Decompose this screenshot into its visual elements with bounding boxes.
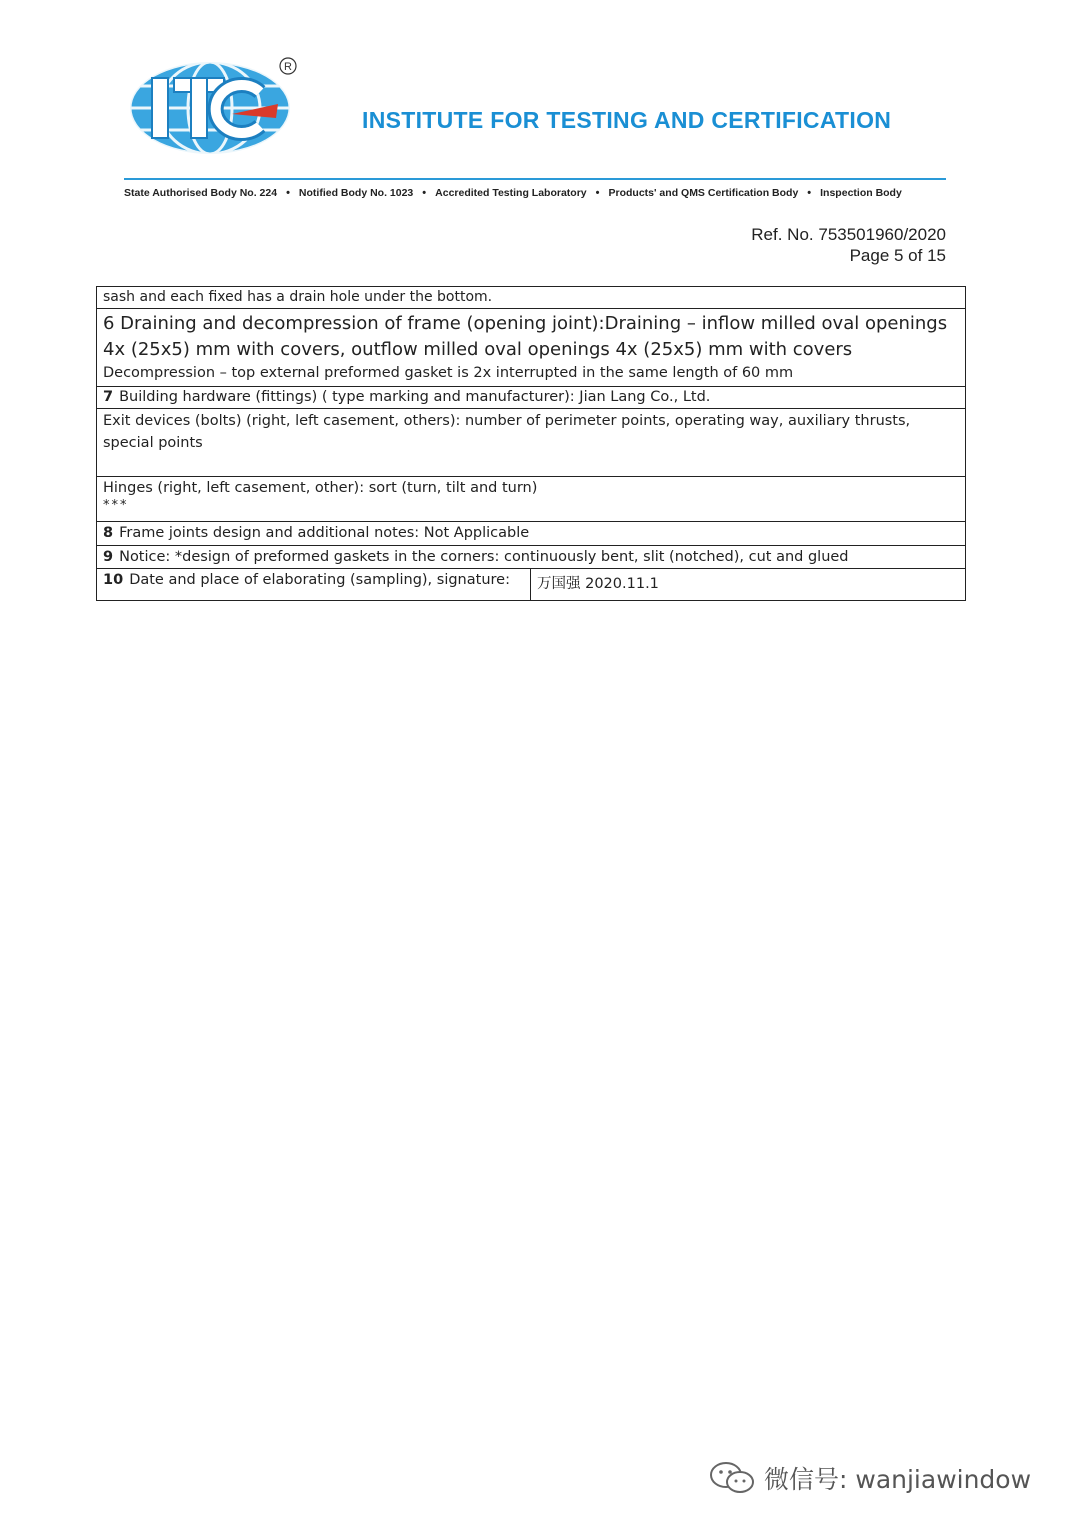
wechat-watermark	[708, 1458, 1031, 1498]
separator-dot: •	[286, 187, 290, 199]
specification-table	[96, 286, 966, 601]
wechat-icon	[708, 1460, 758, 1496]
table-row-hinges	[97, 477, 965, 522]
hinges-text: Hinges (right, left casement, other): sort (turn, tilt and turn)	[103, 480, 538, 496]
item-10-label-cell	[97, 569, 531, 600]
table-row-item-9	[97, 546, 965, 569]
separator-dot: •	[807, 187, 812, 199]
accreditation-item: Accredited Testing Laboratory	[435, 187, 587, 199]
item-9-text: Notice: *design of preformed gaskets in the corners: continuously bent, slit (notched), cut and glued	[119, 549, 849, 565]
exit-devices-line: special points	[103, 435, 203, 451]
item-6-decompression: Decompression – top external preformed gasket is 2x interrupted in the same length of 60 mm	[103, 365, 794, 381]
accreditation-item: Products' and QMS Certification Body	[608, 187, 799, 199]
accreditation-item: State Authorised Body No. 224	[124, 187, 278, 199]
page-number: Page 5 of 15	[849, 246, 946, 265]
row-text: sash and each fixed has a drain hole under the bottom.	[103, 289, 493, 305]
signature-date: 万国强 2020.11.1	[537, 576, 659, 592]
item-10-signature-cell	[531, 569, 665, 600]
separator-dot: •	[422, 187, 427, 199]
separator-dot: •	[595, 187, 600, 199]
table-row-item-6	[97, 309, 965, 387]
registered-mark: R	[284, 61, 292, 73]
organization-name: INSTITUTE FOR TESTING AND CERTIFICATION	[362, 107, 892, 133]
exit-devices-line: Exit devices (bolts) (right, left casement, others): number of perimeter points, operating way, auxiliary thrusts,	[103, 413, 911, 429]
table-row-item-7	[97, 387, 965, 409]
itc-logo	[128, 56, 300, 160]
item-7-text: Building hardware (fittings) ( type marking and manufacturer): Jian Lang Co., Ltd.	[119, 389, 711, 405]
watermark-text: 微信号: wanjiawindow	[764, 1465, 1032, 1494]
reference-block	[751, 224, 946, 266]
item-number: 10	[103, 572, 124, 588]
accreditation-item: Inspection Body	[820, 187, 902, 199]
item-number: 7	[103, 389, 114, 405]
accreditation-line	[124, 187, 954, 199]
hinges-stars: ***	[103, 498, 129, 513]
item-6-line: 6 Draining and decompression of frame (opening joint):Draining – inflow milled oval openings	[103, 313, 948, 334]
item-8-text: Frame joints design and additional notes: Not Applicable	[119, 525, 530, 541]
reference-number: Ref. No. 753501960/2020	[751, 225, 946, 244]
header-divider	[124, 178, 946, 180]
item-number: 9	[103, 549, 114, 565]
table-row-exit-devices	[97, 409, 965, 477]
table-row-item-8	[97, 522, 965, 546]
item-6-line: 4x (25x5) mm with covers, outflow milled oval openings 4x (25x5) mm with covers	[103, 339, 853, 360]
table-row	[97, 287, 965, 309]
table-row-item-10	[97, 569, 965, 600]
item-10-text: Date and place of elaborating (sampling), signature:	[129, 572, 510, 588]
accreditation-item: Notified Body No. 1023	[298, 187, 414, 199]
item-number: 8	[103, 525, 114, 541]
